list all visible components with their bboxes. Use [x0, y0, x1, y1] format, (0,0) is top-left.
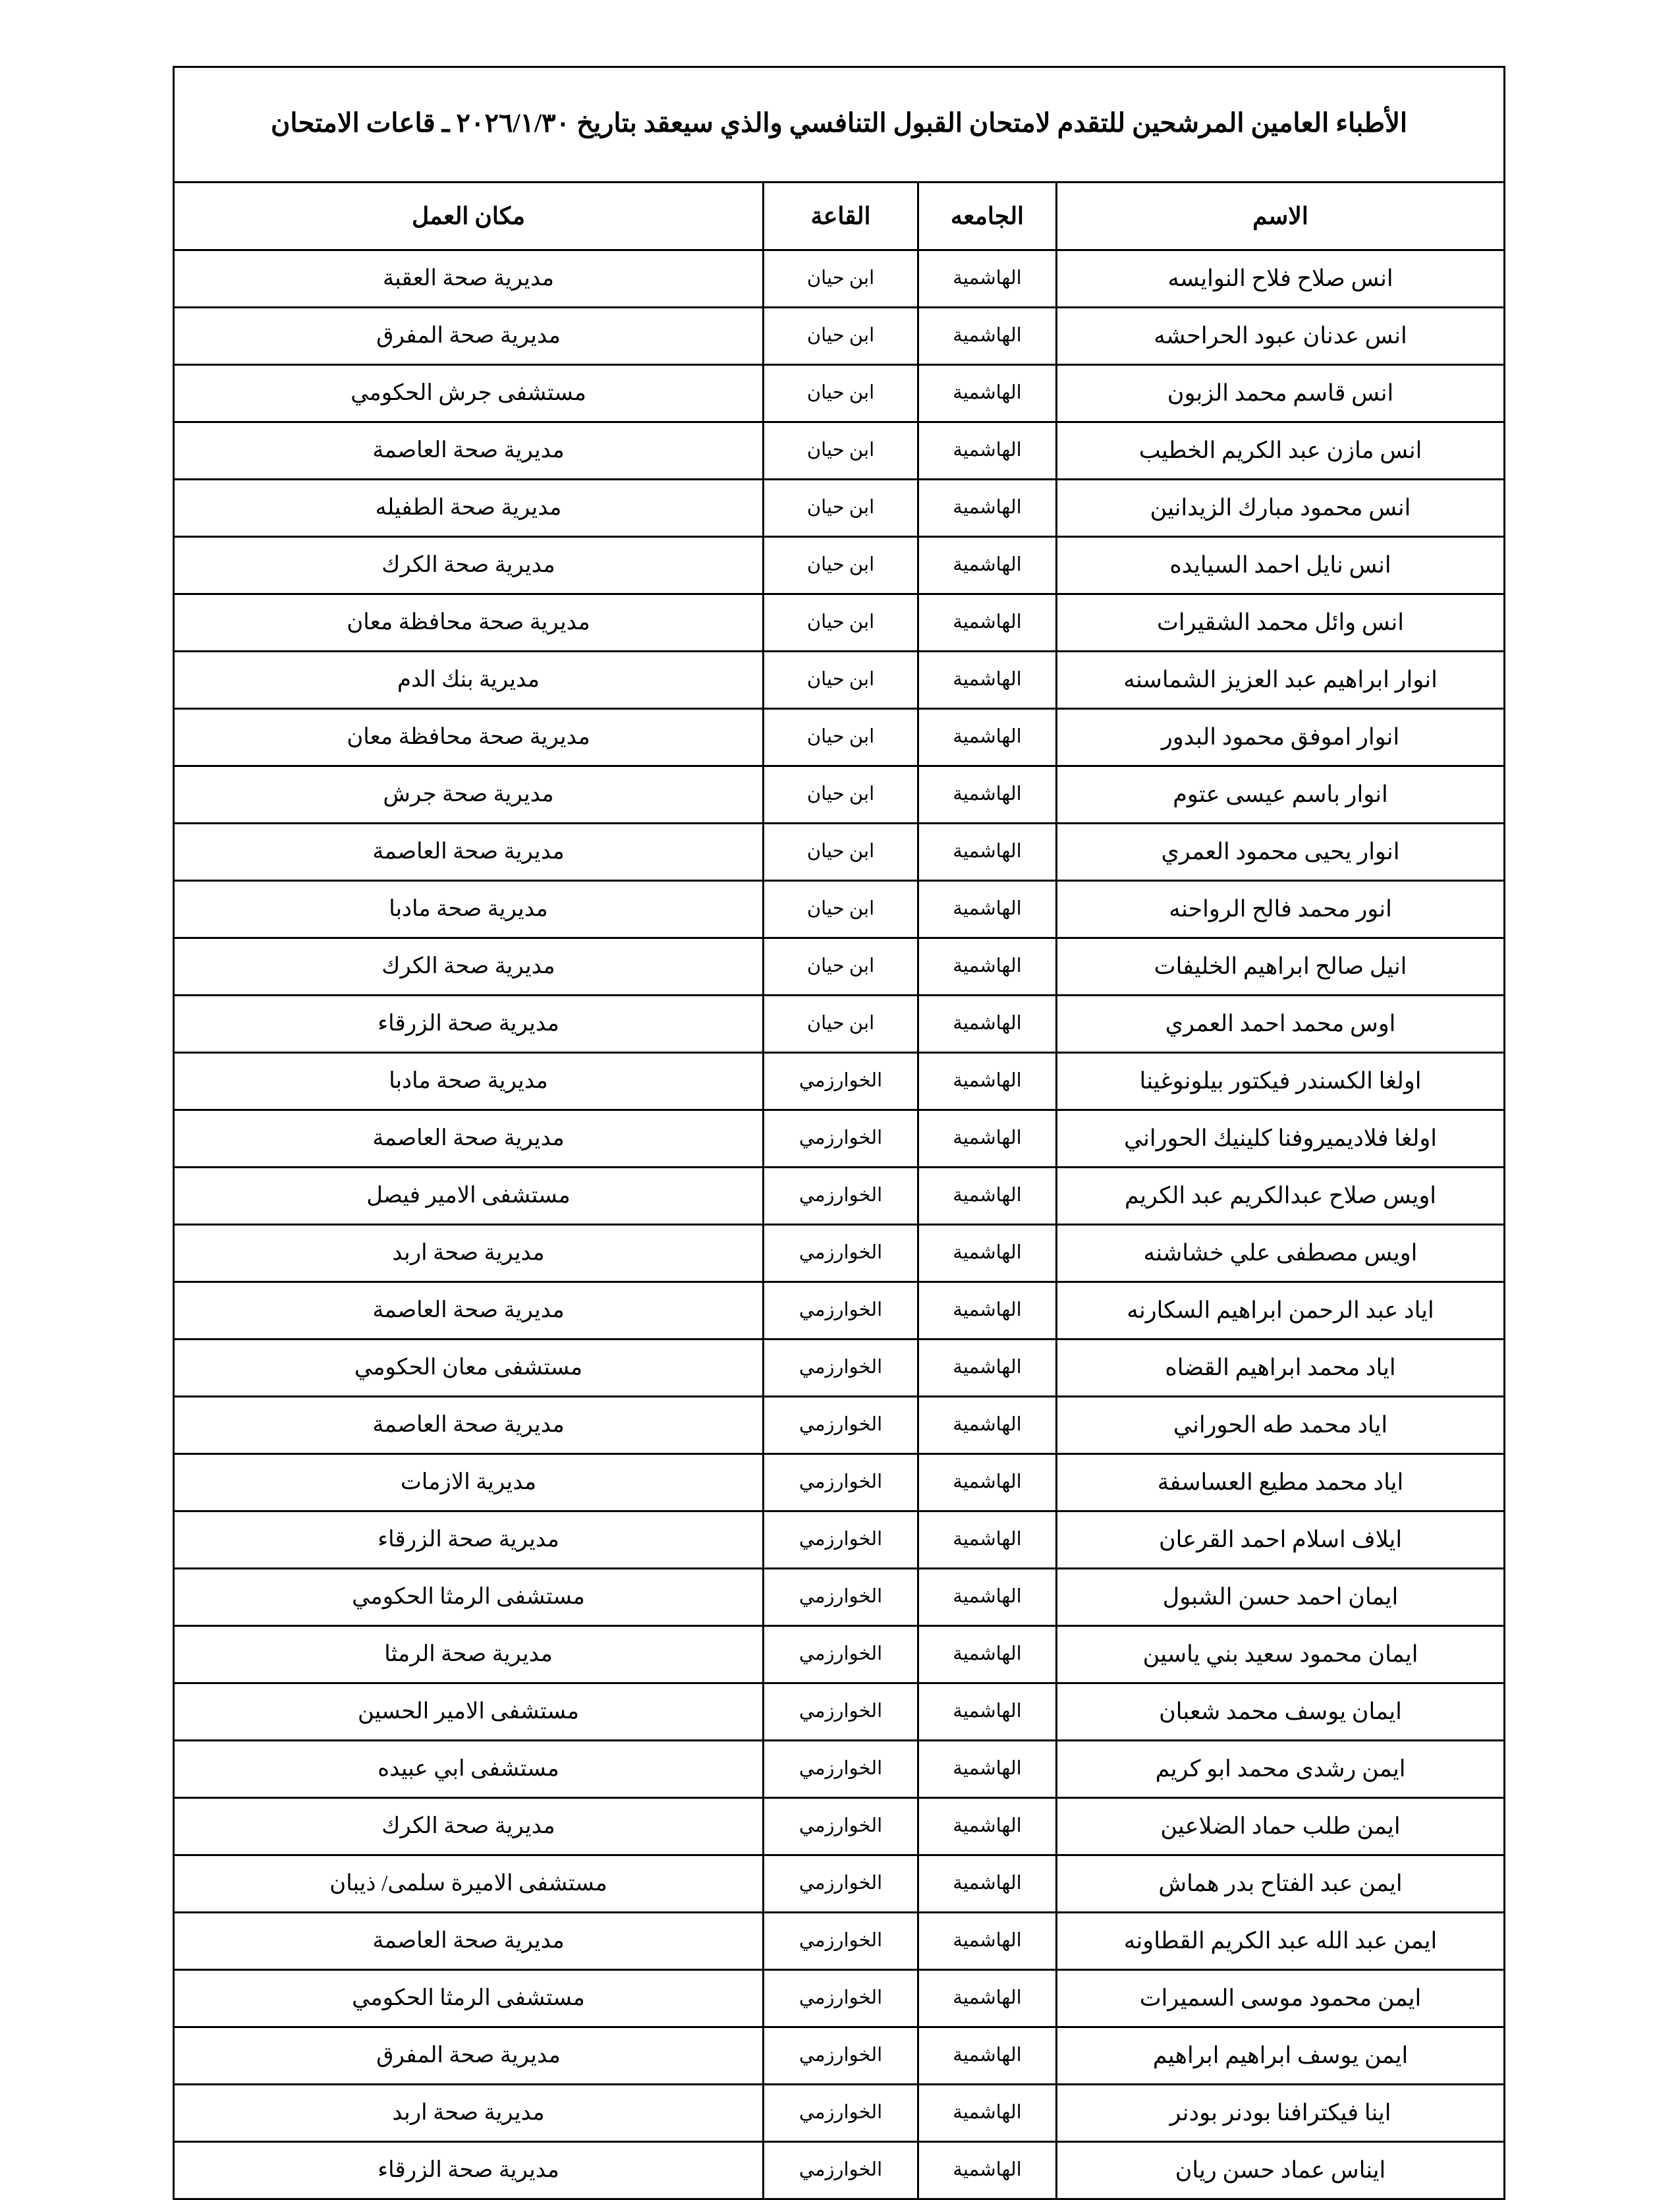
candidate-university: الهاشمية [918, 2027, 1057, 2085]
candidate-university: الهاشمية [918, 2142, 1057, 2199]
candidate-workplace: مديرية صحة المفرق [173, 2027, 763, 2085]
candidate-workplace: مديرية الازمات [173, 1454, 763, 1511]
table-row [173, 766, 1504, 824]
table-row [173, 1454, 1504, 1511]
candidate-hall: ابن حيان [764, 709, 918, 766]
table-row [173, 938, 1504, 996]
candidate-university: الهاشمية [918, 365, 1057, 422]
candidate-workplace: مستشفى الاميرة سلمى/ ذيبان [173, 1855, 763, 1913]
candidate-hall: الخوارزمي [764, 1282, 918, 1340]
candidate-name: انوار باسم عيسى عتوم [1057, 766, 1505, 824]
candidate-name: ايمان محمود سعيد بني ياسين [1057, 1626, 1505, 1683]
candidate-workplace: مديرية صحة العاصمة [173, 1110, 763, 1168]
candidate-workplace: مستشفى الامير الحسين [173, 1683, 763, 1741]
candidate-university: الهاشمية [918, 881, 1057, 938]
candidate-hall: الخوارزمي [764, 1110, 918, 1168]
candidate-workplace: مديرية صحة العاصمة [173, 1913, 763, 1970]
candidate-name: اوس محمد احمد العمري [1057, 996, 1505, 1053]
candidate-name: ايمن طلب حماد الضلاعين [1057, 1798, 1505, 1855]
candidate-name: ايمن عبد الفتاح بدر هماش [1057, 1855, 1505, 1913]
candidate-workplace: مديرية صحة اربد [173, 1225, 763, 1282]
candidate-workplace: مديرية صحة العقبة [173, 250, 763, 308]
table-row [173, 1970, 1504, 2027]
candidate-name: انس مازن عبد الكريم الخطيب [1057, 422, 1505, 480]
table-row [173, 2142, 1504, 2199]
table-row [173, 480, 1504, 537]
table-row [173, 1511, 1504, 1569]
candidate-university: الهاشمية [918, 1340, 1057, 1397]
candidate-university: الهاشمية [918, 1511, 1057, 1569]
candidate-university: الهاشمية [918, 652, 1057, 709]
candidate-name: ايمن رشدى محمد ابو كريم [1057, 1741, 1505, 1798]
candidate-name: انوار اموفق محمود البدور [1057, 709, 1505, 766]
candidate-university: الهاشمية [918, 938, 1057, 996]
candidate-university: الهاشمية [918, 1626, 1057, 1683]
candidate-university: الهاشمية [918, 537, 1057, 594]
table-row [173, 1683, 1504, 1741]
candidate-name: انيل صالح ابراهيم الخليفات [1057, 938, 1505, 996]
page-title: الأطباء العامين المرشحين للتقدم لامتحان القبول التنافسي والذي سيعقد بتاريخ ٢٠٢٦/١/٣٠ ـ قاعات الامتحان [173, 67, 1504, 183]
candidate-university: الهاشمية [918, 1855, 1057, 1913]
candidate-name: ايناس عماد حسن ريان [1057, 2142, 1505, 2199]
candidate-hall: ابن حيان [764, 766, 918, 824]
candidate-workplace: مديرية صحة الزرقاء [173, 2142, 763, 2199]
candidate-workplace: مديرية صحة محافظة معان [173, 594, 763, 652]
table-row [173, 824, 1504, 881]
candidate-hall: الخوارزمي [764, 1569, 918, 1626]
candidate-name: انوار ابراهيم عبد العزيز الشماسنه [1057, 652, 1505, 709]
candidate-university: الهاشمية [918, 1741, 1057, 1798]
table-row [173, 996, 1504, 1053]
candidate-name: اياد محمد ابراهيم القضاه [1057, 1340, 1505, 1397]
candidate-hall: الخوارزمي [764, 1168, 918, 1225]
candidate-hall: الخوارزمي [764, 1225, 918, 1282]
table-head [173, 67, 1504, 250]
candidate-hall: ابن حيان [764, 824, 918, 881]
candidate-name: ايمان احمد حسن الشبول [1057, 1569, 1505, 1626]
candidate-workplace: مديرية صحة العاصمة [173, 1282, 763, 1340]
candidate-workplace: مديرية بنك الدم [173, 652, 763, 709]
candidate-workplace: مستشفى الامير فيصل [173, 1168, 763, 1225]
candidate-university: الهاشمية [918, 1913, 1057, 1970]
candidate-hall: الخوارزمي [764, 1913, 918, 1970]
table-row [173, 1569, 1504, 1626]
candidate-university: الهاشمية [918, 1282, 1057, 1340]
candidate-hall: ابن حيان [764, 996, 918, 1053]
candidate-workplace: مديرية صحة العاصمة [173, 422, 763, 480]
candidate-name: ايمان يوسف محمد شعبان [1057, 1683, 1505, 1741]
candidate-hall: ابن حيان [764, 537, 918, 594]
table-row [173, 1110, 1504, 1168]
candidate-workplace: مديرية صحة الكرك [173, 537, 763, 594]
candidate-hall: ابن حيان [764, 250, 918, 308]
candidate-workplace: مديرية صحة مادبا [173, 881, 763, 938]
table-row [173, 594, 1504, 652]
table-row [173, 652, 1504, 709]
table-row [173, 1282, 1504, 1340]
candidate-hall: الخوارزمي [764, 1683, 918, 1741]
candidate-workplace: مديرية صحة الكرك [173, 1798, 763, 1855]
candidate-hall: ابن حيان [764, 594, 918, 652]
candidate-hall: الخوارزمي [764, 1397, 918, 1454]
candidate-name: اياد عبد الرحمن ابراهيم السكارنه [1057, 1282, 1505, 1340]
candidate-university: الهاشمية [918, 1683, 1057, 1741]
candidate-workplace: مديرية صحة الرمثا [173, 1626, 763, 1683]
candidate-workplace: مديرية صحة محافظة معان [173, 709, 763, 766]
table-row [173, 365, 1504, 422]
candidate-workplace: مستشفى جرش الحكومي [173, 365, 763, 422]
candidate-name: انس نايل احمد السيايده [1057, 537, 1505, 594]
candidate-university: الهاشمية [918, 250, 1057, 308]
candidate-name: اياد محمد طه الحوراني [1057, 1397, 1505, 1454]
table-row [173, 422, 1504, 480]
candidate-workplace: مديرية صحة المفرق [173, 308, 763, 365]
table-row [173, 1855, 1504, 1913]
candidate-workplace: مستشفى معان الحكومي [173, 1340, 763, 1397]
table-row [173, 1397, 1504, 1454]
candidate-hall: الخوارزمي [764, 1340, 918, 1397]
candidate-workplace: مديرية صحة العاصمة [173, 824, 763, 881]
candidate-name: انس محمود مبارك الزيدانين [1057, 480, 1505, 537]
title-row [173, 67, 1504, 183]
candidate-workplace: مديرية صحة الكرك [173, 938, 763, 996]
table-row [173, 709, 1504, 766]
table-row [173, 1340, 1504, 1397]
candidate-workplace: مستشفى ابي عبيده [173, 1741, 763, 1798]
table-row [173, 1225, 1504, 1282]
candidate-university: الهاشمية [918, 1168, 1057, 1225]
candidate-name: انوار يحيى محمود العمري [1057, 824, 1505, 881]
table-row [173, 308, 1504, 365]
column-header-hall: القاعة [764, 183, 918, 250]
candidate-university: الهاشمية [918, 594, 1057, 652]
candidate-name: انس قاسم محمد الزبون [1057, 365, 1505, 422]
candidate-name: انس عدنان عبود الحراحشه [1057, 308, 1505, 365]
candidate-hall: الخوارزمي [764, 2142, 918, 2199]
candidate-hall: الخوارزمي [764, 1798, 918, 1855]
table-row [173, 1626, 1504, 1683]
column-header-university: الجامعه [918, 183, 1057, 250]
table-body [173, 250, 1504, 2199]
candidate-hall: الخوارزمي [764, 1511, 918, 1569]
candidate-workplace: مديرية صحة الزرقاء [173, 1511, 763, 1569]
candidate-university: الهاشمية [918, 1397, 1057, 1454]
candidate-hall: الخوارزمي [764, 1970, 918, 2027]
table-row [173, 881, 1504, 938]
candidate-name: اياد محمد مطيع العساسفة [1057, 1454, 1505, 1511]
candidates-table [173, 66, 1505, 2200]
candidate-university: الهاشمية [918, 1110, 1057, 1168]
candidate-hall: ابن حيان [764, 422, 918, 480]
candidate-hall: الخوارزمي [764, 1855, 918, 1913]
candidate-name: ايلاف اسلام احمد القرعان [1057, 1511, 1505, 1569]
candidate-workplace: مديرية صحة اربد [173, 2085, 763, 2142]
candidate-university: الهاشمية [918, 480, 1057, 537]
candidate-university: الهاشمية [918, 1798, 1057, 1855]
table-row [173, 537, 1504, 594]
table-row [173, 2027, 1504, 2085]
candidate-university: الهاشمية [918, 709, 1057, 766]
candidate-name: ايمن محمود موسى السميرات [1057, 1970, 1505, 2027]
candidate-university: الهاشمية [918, 1970, 1057, 2027]
candidate-name: ايمن عبد الله عبد الكريم القطاونه [1057, 1913, 1505, 1970]
header-row [173, 183, 1504, 250]
candidate-name: انس صلاح فلاح النوايسه [1057, 250, 1505, 308]
candidate-hall: ابن حيان [764, 308, 918, 365]
candidate-workplace: مديرية صحة الطفيله [173, 480, 763, 537]
candidate-workplace: مديرية صحة مادبا [173, 1053, 763, 1110]
candidate-university: الهاشمية [918, 422, 1057, 480]
candidate-hall: الخوارزمي [764, 1626, 918, 1683]
candidate-hall: الخوارزمي [764, 2027, 918, 2085]
candidate-university: الهاشمية [918, 824, 1057, 881]
candidate-university: الهاشمية [918, 1053, 1057, 1110]
candidate-hall: ابن حيان [764, 881, 918, 938]
candidate-workplace: مديرية صحة الزرقاء [173, 996, 763, 1053]
candidate-hall: الخوارزمي [764, 1053, 918, 1110]
candidate-name: ايمن يوسف ابراهيم ابراهيم [1057, 2027, 1505, 2085]
candidate-workplace: مديرية صحة جرش [173, 766, 763, 824]
candidate-university: الهاشمية [918, 2085, 1057, 2142]
candidate-workplace: مستشفى الرمثا الحكومي [173, 1970, 763, 2027]
table-row [173, 1053, 1504, 1110]
candidate-hall: ابن حيان [764, 365, 918, 422]
candidate-name: اولغا فلاديميروفنا كلينيك الحوراني [1057, 1110, 1505, 1168]
candidate-hall: الخوارزمي [764, 2085, 918, 2142]
candidate-workplace: مستشفى الرمثا الحكومي [173, 1569, 763, 1626]
candidate-university: الهاشمية [918, 1225, 1057, 1282]
candidate-university: الهاشمية [918, 1454, 1057, 1511]
table-row [173, 1168, 1504, 1225]
candidate-university: الهاشمية [918, 766, 1057, 824]
candidate-workplace: مديرية صحة العاصمة [173, 1397, 763, 1454]
candidate-name: انس وائل محمد الشقيرات [1057, 594, 1505, 652]
candidate-university: الهاشمية [918, 308, 1057, 365]
table-row [173, 1798, 1504, 1855]
candidate-hall: ابن حيان [764, 938, 918, 996]
candidate-university: الهاشمية [918, 1569, 1057, 1626]
candidate-name: اينا فيكترافنا بودنر بودنر [1057, 2085, 1505, 2142]
column-header-name: الاسم [1057, 183, 1505, 250]
table-row [173, 1741, 1504, 1798]
candidate-hall: الخوارزمي [764, 1454, 918, 1511]
candidate-name: اويس مصطفى علي خشاشنه [1057, 1225, 1505, 1282]
table-row [173, 1913, 1504, 1970]
candidate-university: الهاشمية [918, 996, 1057, 1053]
candidate-hall: الخوارزمي [764, 1741, 918, 1798]
candidate-name: اويس صلاح عبدالكريم عبد الكريم [1057, 1168, 1505, 1225]
candidate-hall: ابن حيان [764, 480, 918, 537]
column-header-workplace: مكان العمل [173, 183, 763, 250]
table-row [173, 250, 1504, 308]
table-row [173, 2085, 1504, 2142]
candidate-hall: ابن حيان [764, 652, 918, 709]
candidate-name: انور محمد فالح الرواحنه [1057, 881, 1505, 938]
candidate-name: اولغا الكسندر فيكتور بيلونوغينا [1057, 1053, 1505, 1110]
